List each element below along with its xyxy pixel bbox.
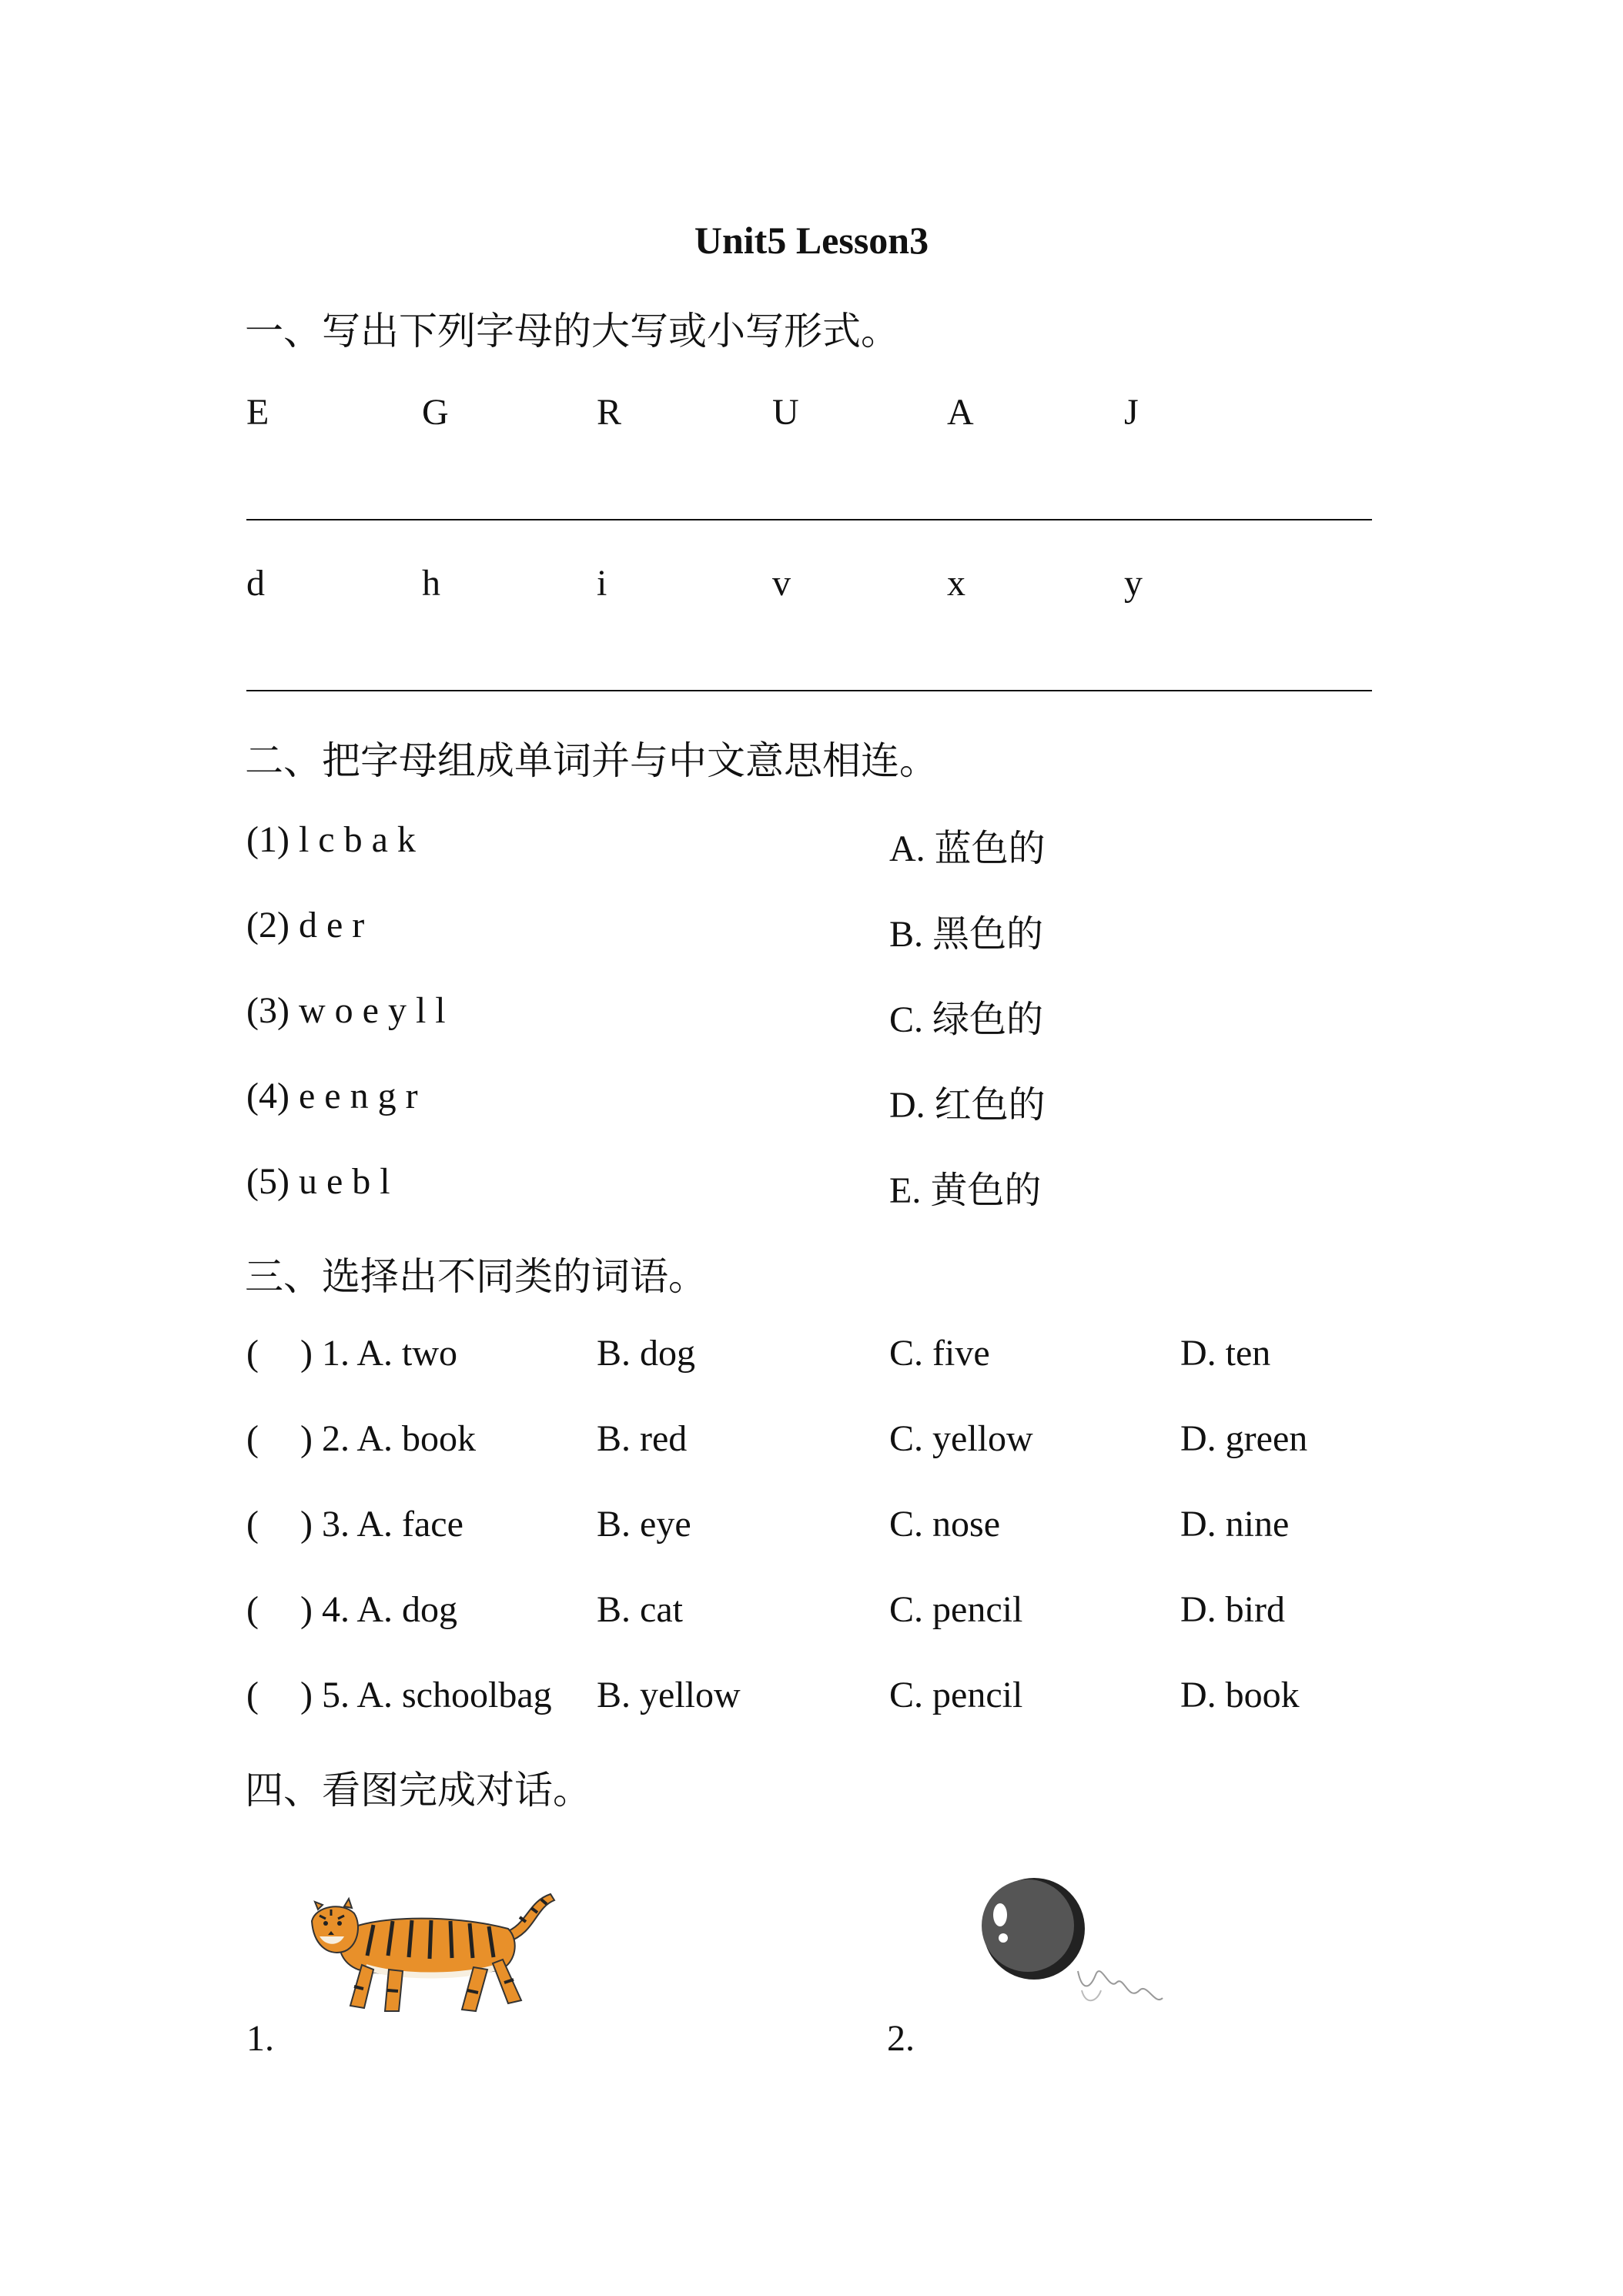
answer-line[interactable]: [246, 690, 1372, 691]
letter: x: [947, 563, 965, 604]
letter: G: [422, 392, 449, 433]
choice-b: B. red: [597, 1418, 688, 1459]
choice-c: C. pencil: [889, 1589, 1023, 1630]
choice-d: D. green: [1180, 1418, 1308, 1459]
meaning-option: C. 绿色的: [889, 999, 1044, 1040]
meaning-option: B. 黑色的: [889, 914, 1044, 955]
picture-item-label: 2.: [887, 2018, 915, 2059]
letter: E: [246, 392, 269, 433]
choice-a: ) 3. A. face: [300, 1504, 463, 1545]
choice-a: ) 5. A. schoolbag: [300, 1675, 552, 1715]
scramble-question: (1) l c b a k: [246, 819, 416, 860]
black-ball-icon: [974, 1875, 1190, 2029]
letter: A: [947, 392, 974, 433]
letter: y: [1124, 563, 1143, 604]
answer-paren[interactable]: (: [246, 1589, 259, 1630]
section1-heading: 一、写出下列字母的大写或小写形式。: [245, 310, 899, 353]
choice-a: ) 4. A. dog: [300, 1589, 457, 1630]
scramble-question: (4) e e n g r: [246, 1076, 418, 1116]
choice-a: ) 2. A. book: [300, 1418, 476, 1459]
choice-c: C. five: [889, 1333, 990, 1374]
choice-b: B. cat: [597, 1589, 683, 1630]
choice-c: C. yellow: [889, 1418, 1033, 1459]
answer-paren[interactable]: (: [246, 1333, 259, 1374]
scramble-question: (5) u e b l: [246, 1161, 390, 1202]
choice-d: D. bird: [1180, 1589, 1285, 1630]
meaning-option: D. 红色的: [889, 1085, 1046, 1126]
tiger-icon: [296, 1879, 558, 2025]
meaning-option: E. 黄色的: [889, 1170, 1042, 1211]
page-title: Unit5 Lesson3: [694, 219, 929, 262]
letter: h: [422, 563, 440, 604]
letter: d: [246, 563, 265, 604]
section4-heading: 四、看图完成对话。: [245, 1769, 591, 1812]
meaning-option: A. 蓝色的: [889, 828, 1046, 869]
answer-paren[interactable]: (: [246, 1418, 259, 1459]
choice-d: D. nine: [1180, 1504, 1290, 1545]
section3-heading: 三、选择出不同类的词语。: [245, 1255, 707, 1298]
letter: U: [772, 392, 799, 433]
choice-b: B. yellow: [597, 1675, 741, 1715]
choice-b: B. eye: [597, 1504, 691, 1545]
choice-c: C. pencil: [889, 1675, 1023, 1715]
choice-d: D. ten: [1180, 1333, 1271, 1374]
letter: v: [772, 563, 791, 604]
answer-paren[interactable]: (: [246, 1504, 259, 1545]
scramble-question: (3) w o e y l l: [246, 990, 446, 1031]
picture-item-label: 1.: [246, 2018, 274, 2059]
letter: R: [597, 392, 622, 433]
choice-d: D. book: [1180, 1675, 1300, 1715]
choice-a: ) 1. A. two: [300, 1333, 457, 1374]
letter: i: [597, 563, 607, 604]
scramble-question: (2) d e r: [246, 905, 365, 946]
letter: J: [1124, 392, 1139, 433]
section2-heading: 二、把字母组成单词并与中文意思相连。: [245, 739, 938, 782]
choice-b: B. dog: [597, 1333, 696, 1374]
answer-paren[interactable]: (: [246, 1675, 259, 1715]
answer-line[interactable]: [246, 519, 1372, 520]
choice-c: C. nose: [889, 1504, 1000, 1545]
